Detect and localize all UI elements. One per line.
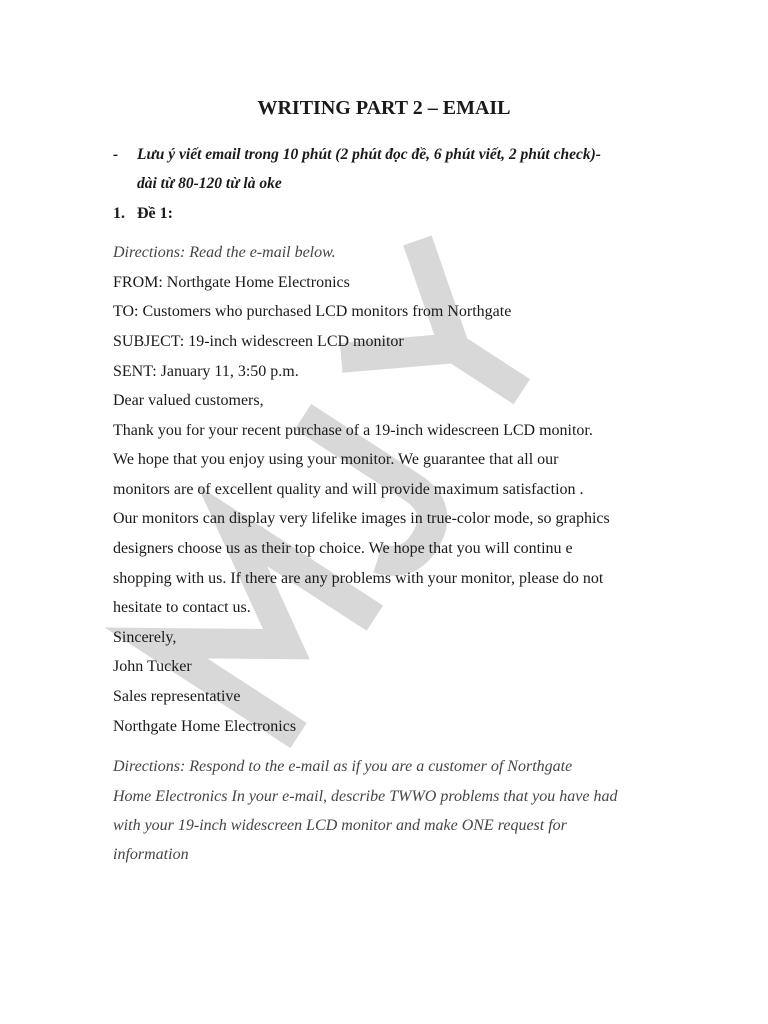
note-line: Lưu ý viết email trong 10 phút (2 phút đọc đề, 6 phút viết, 2 phút check)- (137, 146, 601, 163)
section-label: Đề 1: (137, 205, 173, 222)
email-sender-company: Northgate Home Electronics (113, 718, 297, 735)
email-closing: Sincerely, (113, 629, 177, 646)
note-line: dài từ 80-120 từ là oke (137, 175, 282, 192)
email-sender-name: John Tucker (113, 658, 192, 675)
email-body-line: Our monitors can display very lifelike images in true-color mode, so graphics (113, 510, 610, 527)
email-body-line: hesitate to contact us. (113, 599, 251, 616)
directions-respond-line: Directions: Respond to the e-mail as if you are a customer of Northgate (113, 758, 573, 775)
directions-read: Directions: Read the e-mail below. (113, 244, 336, 261)
email-from: FROM: Northgate Home Electronics (113, 274, 350, 291)
directions-respond-line: Home Electronics In your e-mail, describe TWWO problems that you have had (113, 788, 618, 805)
email-body-line: monitors are of excellent quality and will provide maximum satisfaction . (113, 481, 584, 498)
email-sender-role: Sales representative (113, 688, 241, 705)
directions-respond-line: information (113, 846, 189, 863)
email-body-line: We hope that you enjoy using your monitor. We guarantee that all our (113, 451, 559, 468)
note-bullet: - (113, 146, 119, 163)
email-to: TO: Customers who purchased LCD monitors from Northgate (113, 303, 512, 320)
email-body-line: shopping with us. If there are any problems with your monitor, please do not (113, 570, 604, 587)
email-subject: SUBJECT: 19-inch widescreen LCD monitor (113, 333, 404, 350)
page-title: WRITING PART 2 – EMAIL (257, 97, 511, 119)
email-body-line: designers choose us as their top choice. We hope that you will continu e (113, 540, 573, 557)
email-sent: SENT: January 11, 3:50 p.m. (113, 363, 299, 380)
email-greeting: Dear valued customers, (113, 392, 264, 409)
email-body-line: Thank you for your recent purchase of a 19-inch widescreen LCD monitor. (113, 422, 593, 439)
section-number: 1. (113, 205, 125, 222)
directions-respond-line: with your 19-inch widescreen LCD monitor and make ONE request for (113, 817, 567, 834)
